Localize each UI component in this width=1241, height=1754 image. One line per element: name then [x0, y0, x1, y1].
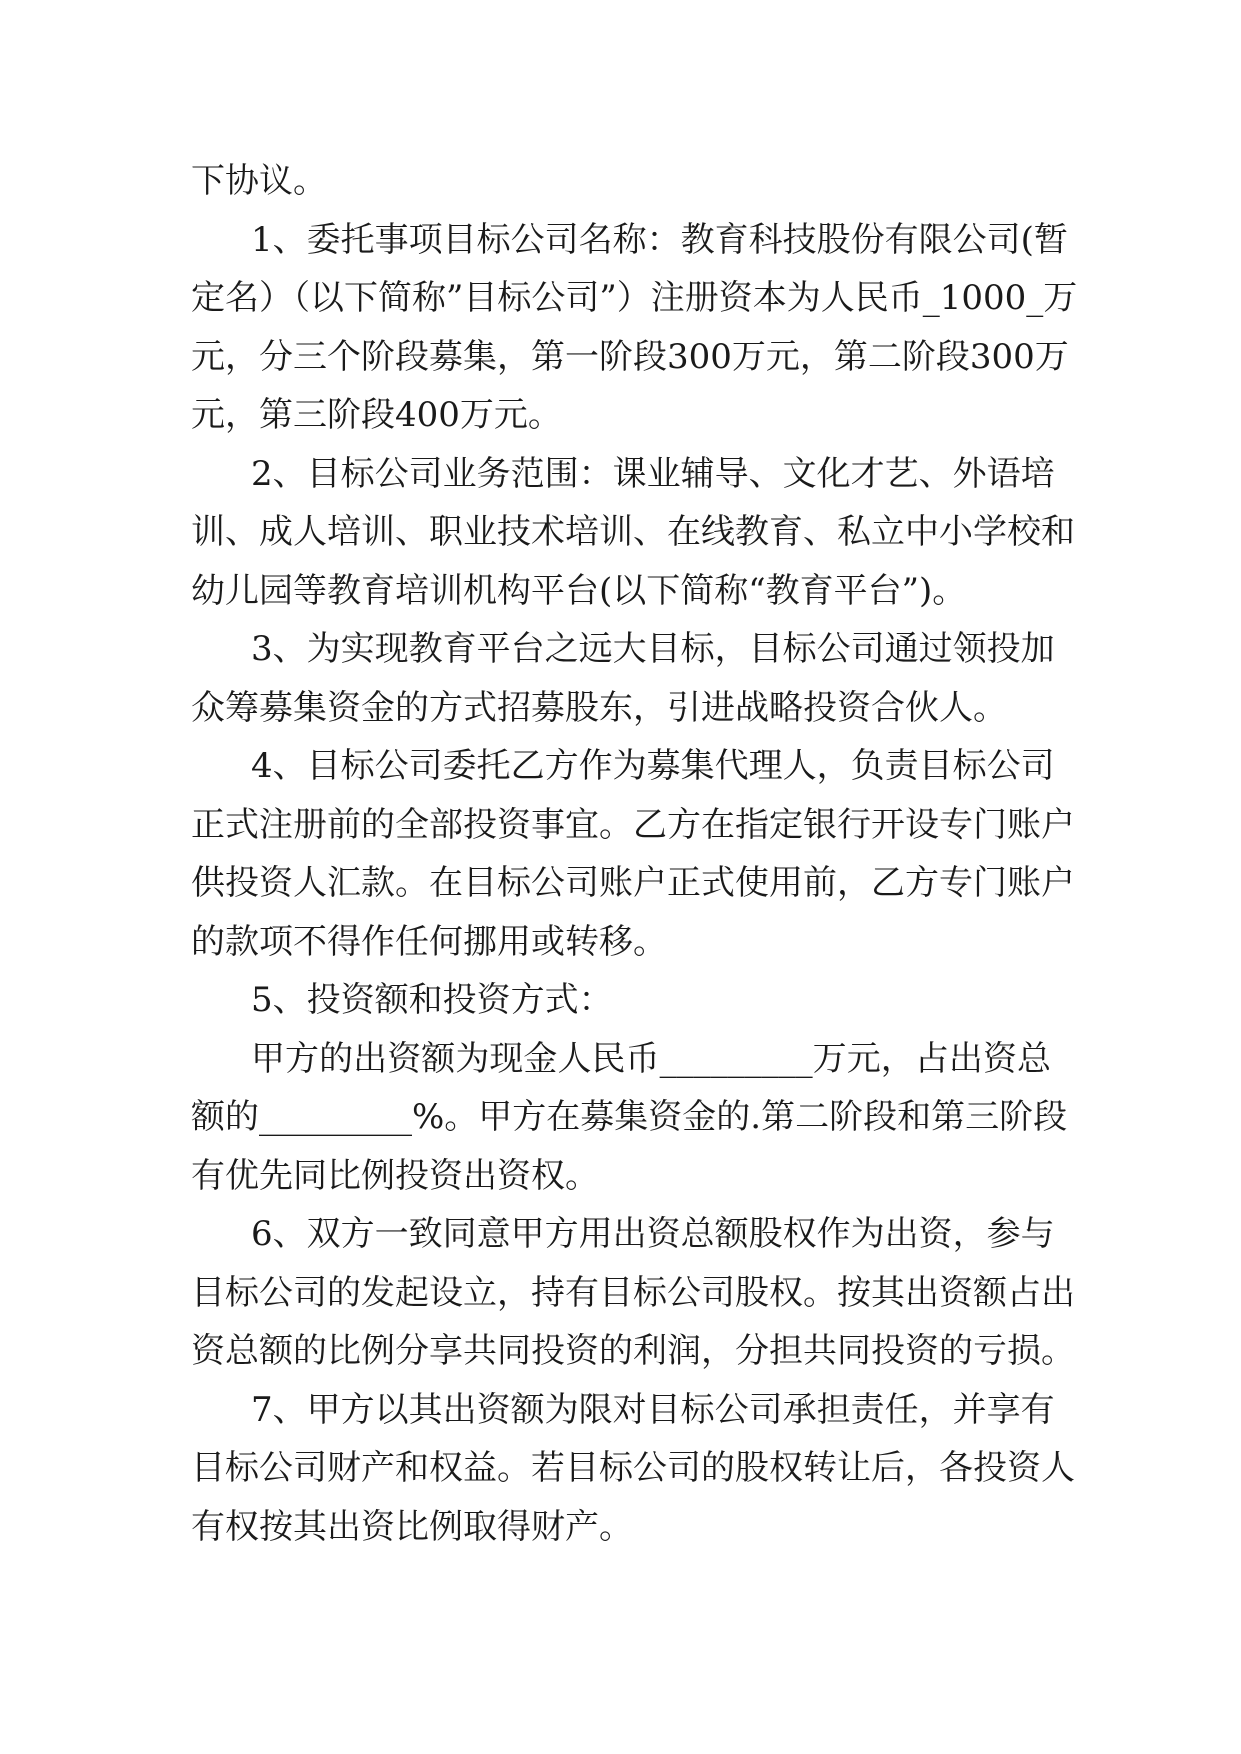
text-line: 甲方的出资额为现金人民币_________万元，占出资总 [251, 1038, 1051, 1079]
text-line: 5、投资额和投资方式： [251, 980, 613, 1020]
text-line: 训、成人培训、职业技术培训、在线教育、私立中小学校和 [191, 512, 1075, 552]
agreement-body-text [191, 152, 1078, 1556]
text-line: 额的_________%。甲方在募集资金的.第二阶段和第三阶段 [191, 1097, 1068, 1137]
text-line: 有权按其出资比例取得财产。 [191, 1506, 633, 1547]
text-line: 的款项不得作任何挪用或转移。 [191, 921, 667, 962]
text-line: 元，第三阶段400万元。 [191, 395, 562, 435]
text-line: 供投资人汇款。在目标公司账户正式使用前，乙方专门账户 [191, 863, 1075, 903]
text-line: 目标公司的发起设立，持有目标公司股权。按其出资额占出 [191, 1272, 1075, 1313]
text-line: 2、目标公司业务范围：课业辅导、文化才艺、外语培 [251, 453, 1055, 494]
text-line: 目标公司财产和权益。若目标公司的股权转让后，各投资人 [191, 1448, 1075, 1488]
text-line: 6、双方一致同意甲方用出资总额股权作为出资，参与 [251, 1214, 1055, 1254]
text-line: 正式注册前的全部投资事宜。乙方在指定银行开设专门账户 [191, 804, 1075, 845]
text-line: 4、目标公司委托乙方作为募集代理人，负责目标公司 [251, 746, 1055, 786]
text-line: 众筹募集资金的方式招募股东，引进战略投资合伙人。 [191, 687, 1007, 728]
text-line: 1、委托事项目标公司名称：教育科技股份有限公司(暂 [251, 219, 1068, 260]
text-line: 元，分三个阶段募集，第一阶段300万元，第二阶段300万 [191, 336, 1069, 377]
text-line: 7、甲方以其出资额为限对目标公司承担责任，并享有 [251, 1389, 1055, 1430]
text-line: 定名）（以下简称”目标公司”）注册资本为人民币_1000_万 [191, 278, 1078, 318]
text-line: 3、为实现教育平台之远大目标，目标公司通过领投加 [251, 629, 1055, 669]
text-line: 资总额的比例分享共同投资的利润，分担共同投资的亏损。 [191, 1331, 1075, 1371]
text-line: 有优先同比例投资出资权。 [191, 1155, 599, 1196]
text-line: 幼儿园等教育培训机构平台(以下简称“教育平台”)。 [191, 570, 967, 611]
text-line: 下协议。 [191, 161, 327, 201]
